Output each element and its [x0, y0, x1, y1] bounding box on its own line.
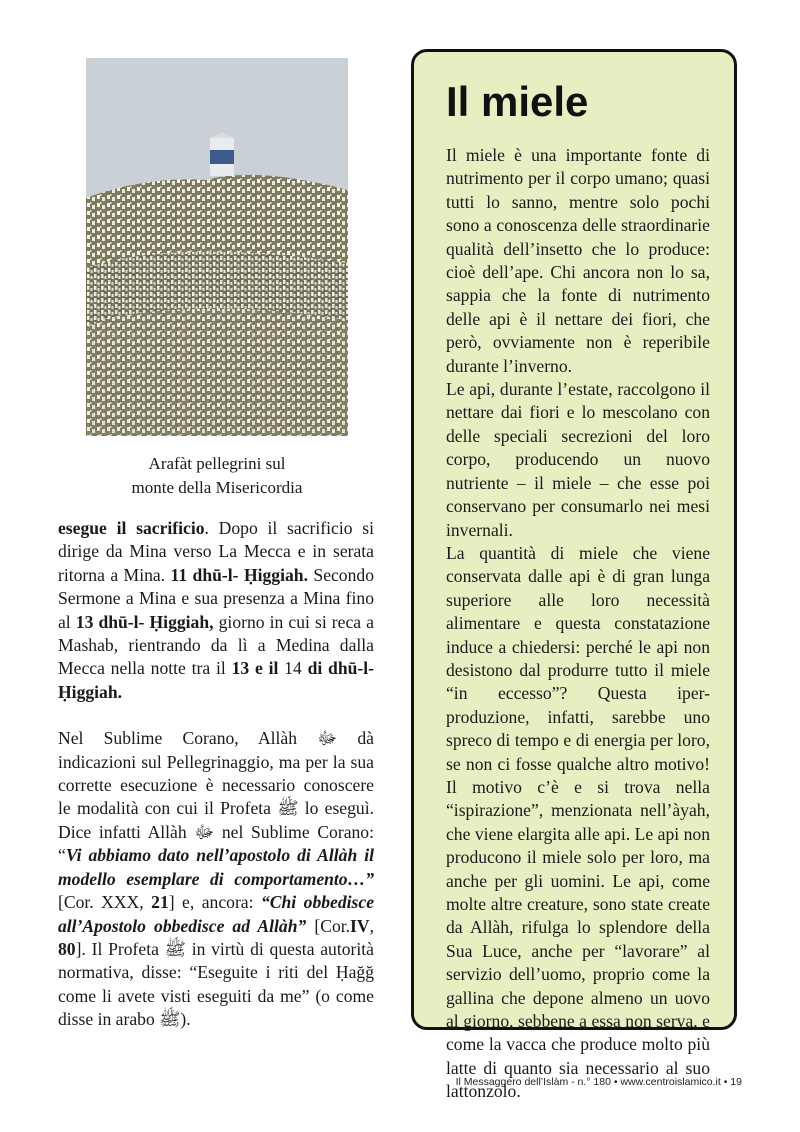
paragraph-corano [58, 727, 374, 1031]
bold-text: 11 dhū-l- Ḥiggiah. [170, 564, 308, 585]
box-body [446, 144, 710, 1104]
box-paragraph-3: La quantità di miele che viene conservata dalle api è di gran lunga superiore alle loro necessità alimentare e questa constatazione induce a chiedersi: perché le api non desistono dal produrre tutto il miele “in eccesso”? Questa iper-produzione, infatti, sarebbe uno spreco di tempo e di energia per loro, se non ci fosse qualche altro motivo! Il motivo c’è e si trova nella “ispirazione”, menzionata nell’àyah, che viene elargita alle api. Le api non producono il miele solo per loro, ma anche per gli uomini. Le api, come molte altre creature, sono state create da Allàh, rifulga lo splendore della Sua Luce, anche per “lavorare” al servizio dell’uomo, proprio come la gallina che depone almeno un uovo al giorno, sebbene a essa non serva, e come la vacca che produce molto più latte di quanto sia necessario al suo lattonzolo. [446, 542, 710, 1102]
text-span: nel Sublime Corano: “ [58, 821, 374, 866]
text-span: giorno in cui si reca a Mashab, rientrando da lì a Medina dalla Mecca nella notte tra il [58, 611, 374, 679]
bold-text: 13 dhū-l- Ḥiggiah, [75, 611, 214, 632]
text-span: in virtù di questa autorità normativa, disse: “Eseguite i riti del Ḥağğ come li avete visti eseguiti da me” (o come disse in arabo [58, 938, 374, 1030]
photo-illustration [86, 58, 348, 436]
bold-text: IV [350, 915, 370, 936]
photo-caption [86, 452, 348, 500]
text-span: ] e, ancora: [168, 892, 261, 913]
quote-text: “Chi obbedisce all’Apostolo obbedisce ad Allàh” [58, 892, 375, 936]
paragraph-itinerary [58, 517, 374, 704]
honorific-icon: ﷺ [164, 938, 186, 959]
text-span: Secondo Sermone a Mina e sua presenza a Mina fino al [58, 564, 374, 632]
text-span: ). [180, 1009, 191, 1030]
bold-text: 21 [151, 892, 169, 913]
article-left-column [58, 517, 374, 1032]
bold-text: 80 [58, 938, 76, 959]
quote-text: Vi abbiamo dato nell’apostolo di Allàh il modello esemplare di comportamento…” [58, 845, 374, 889]
text-span: 14 [278, 658, 308, 679]
honorific-icon: ﷻ [194, 821, 215, 842]
honorific-icon: ﷺ [277, 798, 299, 819]
bold-text: di dhū-l-Ḥiggiah. [58, 658, 374, 702]
pilgrims-photo [86, 58, 348, 436]
text-span: dà indicazioni sul Pellegrinaggio, ma per la sua corrette esecuzione è necessario conoscere le modalità con cui il Profeta [58, 728, 374, 819]
honorific-icon: ﷺ [159, 1009, 181, 1030]
honorific-icon: ﷻ [317, 728, 338, 749]
box-paragraph-2: Le api, durante l’estate, raccolgono il nettare dai fiori e lo mescolano con delle speciali secrezioni del loro corpo, producendo un nuovo nutriente – il miele – che esse poi conservano per consumarlo nei mesi invernali. [446, 379, 710, 540]
text-span: lo eseguì. Dice infatti Allàh [58, 798, 374, 842]
box-title: Il miele [446, 78, 589, 125]
text-span: Nel Sublime Corano, Allàh [58, 728, 318, 749]
caption-line-2: monte della Misericordia [131, 478, 303, 497]
bold-text: 13 e il [231, 658, 279, 679]
text-span: , [369, 915, 375, 936]
text-span: [Cor. [306, 915, 351, 936]
page-footer: Il Messaggero dell’Islàm - n.° 180 • www.centroislamico.it • 19 [455, 1076, 742, 1088]
text-span: [Cor. XXX, [58, 892, 152, 913]
bold-text: esegue il sacrificio [58, 518, 205, 538]
text-span: . Dopo il sacrificio si dirige da Mina verso La Mecca e in serata ritorna a Mina. [58, 518, 374, 585]
caption-line-1: Arafàt pellegrini sul [148, 454, 286, 473]
box-paragraph-1: Il miele è una importante fonte di nutrimento per il corpo umano; quasi tutti lo sanno, mentre solo pochi sono a conoscenza delle straordinarie qualità dell’insetto che lo produce: cioè dell’ape. Chi ancora non lo sa, sappia che la fonte di nutrimento delle api è il nettare dei fiori, che però, ovviamente non è reperibile durante l’inverno. [446, 145, 710, 376]
text-span: ]. Il Profeta [75, 938, 165, 959]
